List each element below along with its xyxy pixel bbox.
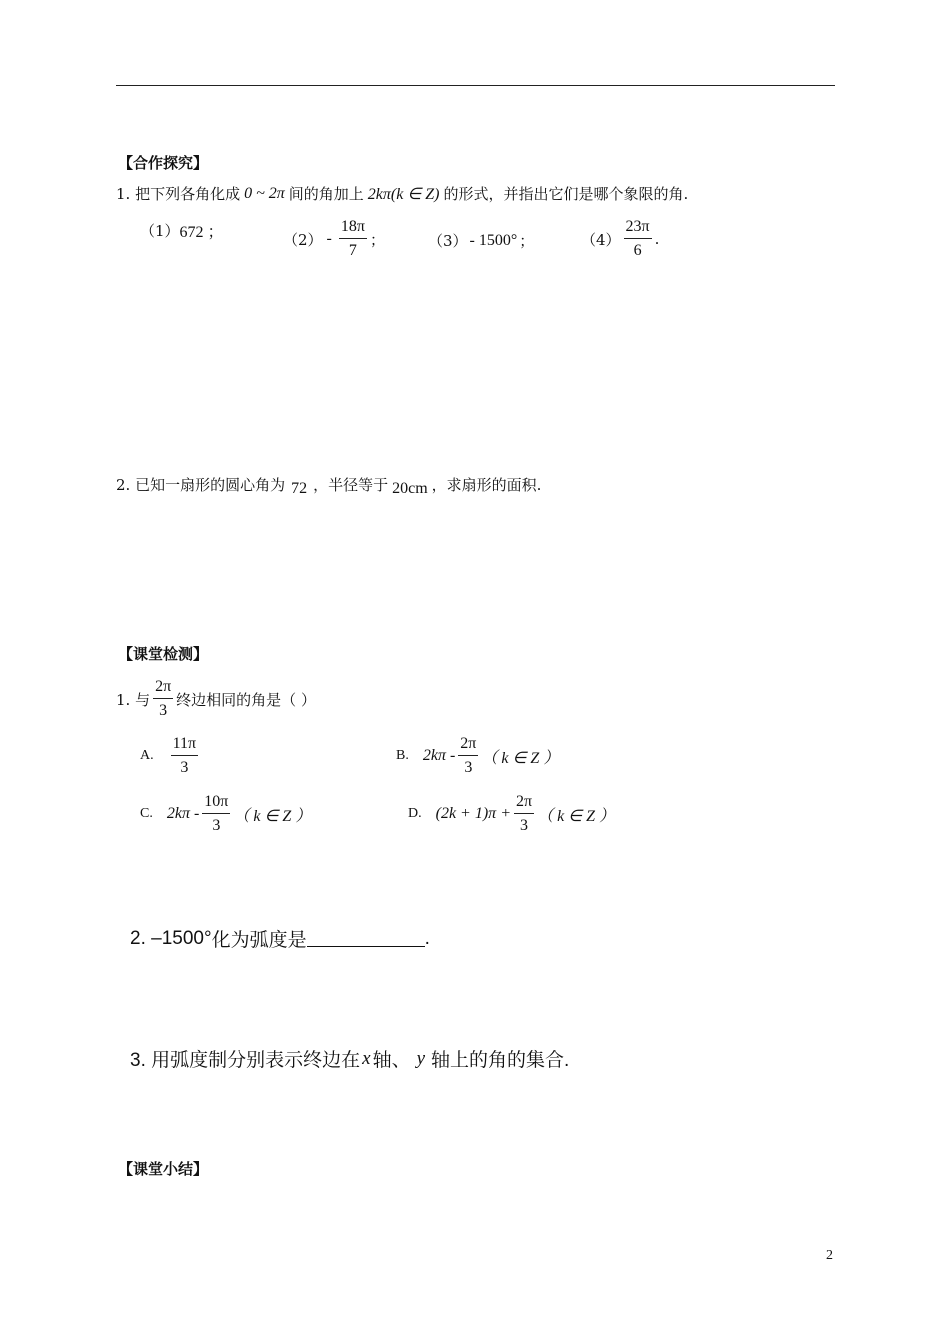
section-title-class-check: 【课堂检测】: [118, 645, 209, 663]
question-1-prompt: [116, 183, 688, 204]
q1-item-3: [428, 230, 534, 251]
section-title-cooperative-inquiry: 【合作探究】: [118, 154, 209, 172]
q1-item-3-end: ；: [519, 232, 535, 250]
header-rule: [116, 85, 835, 86]
q1-tail: 的形式，并指出它们是哪个象限的角.: [443, 185, 689, 203]
check-q2-end: .: [424, 927, 430, 949]
q2-radius: 20cm: [392, 479, 428, 497]
option-c: [140, 792, 311, 836]
option-b-denominator: 3: [464, 759, 473, 776]
check-question-3: [130, 1045, 569, 1072]
option-d-suffix: （ k ∈ Z ）: [537, 807, 616, 825]
q1-item-4: [581, 217, 659, 261]
check-q3-mid: 轴、: [372, 1050, 411, 1071]
answer-blank: [307, 930, 425, 947]
option-d: [408, 792, 615, 836]
q1-range: 0 ~ 2π: [244, 184, 285, 202]
option-b-prefix: 2kπ -: [422, 747, 456, 764]
check-q2-lead: 2. –1500°: [130, 927, 212, 949]
check-question-2: [130, 925, 430, 952]
q1-item-1-label: （1）: [140, 222, 180, 240]
option-b-fraction: [458, 734, 478, 778]
option-d-fraction: [514, 792, 534, 836]
option-a-label: A.: [140, 748, 154, 763]
option-d-prefix: (2k + 1)π +: [435, 805, 511, 822]
check-q3-tail: 轴上的角的集合.: [431, 1050, 570, 1071]
option-c-prefix: 2kπ -: [166, 805, 200, 822]
q1-item-1-value: 672 ；: [179, 224, 224, 241]
check-q1-tail: 终边相同的角是（ ）: [176, 690, 316, 709]
option-b-suffix: （ k ∈ Z ）: [481, 749, 560, 767]
q1-item-4-end: .: [654, 230, 660, 248]
option-c-denominator: 3: [212, 817, 221, 834]
q1-item-2-label: （2）: [283, 230, 323, 249]
option-d-label: D.: [408, 806, 422, 821]
q1-item-2-numerator: 18π: [339, 217, 367, 239]
option-b-numerator: 2π: [458, 734, 478, 756]
option-c-suffix: （ k ∈ Z ）: [233, 807, 312, 825]
check-q1-lead: 1. 与: [116, 690, 151, 709]
check-q2-tail: 化为弧度是: [211, 930, 307, 951]
option-d-denominator: 3: [520, 817, 529, 834]
q1-item-4-label: （4）: [581, 230, 621, 249]
option-c-fraction: [202, 792, 230, 836]
q1-item-4-fraction: [624, 217, 652, 261]
check-q1-numerator: 2π: [153, 677, 173, 699]
page-number: 2: [826, 1248, 833, 1263]
check-question-1-prompt: [116, 677, 316, 721]
option-a-denominator: 3: [180, 759, 189, 776]
section-title-class-summary: 【课堂小结】: [118, 1160, 209, 1178]
option-d-numerator: 2π: [514, 792, 534, 814]
option-c-label: C.: [140, 806, 153, 821]
option-a: [140, 734, 201, 778]
option-a-fraction: [171, 734, 198, 778]
check-q3-x: x: [362, 1047, 371, 1069]
q1-item-1: [140, 219, 224, 242]
q1-item-4-numerator: 23π: [624, 217, 652, 239]
option-c-numerator: 10π: [202, 792, 230, 814]
q2-angle: 72: [291, 479, 308, 497]
option-a-numerator: 11π: [171, 734, 198, 756]
q1-item-2-denominator: 7: [348, 242, 357, 259]
q1-item-2-end: ；: [369, 230, 385, 249]
q1-lead: 1. 把下列各角化成: [116, 185, 241, 203]
q2-mid: ，半径等于: [313, 476, 389, 494]
check-q1-denominator: 3: [159, 702, 168, 719]
check-q3-y: y: [416, 1047, 426, 1069]
q1-item-3-value: - 1500°: [469, 231, 518, 249]
option-b-label: B.: [396, 748, 409, 763]
q1-item-4-denominator: 6: [633, 242, 642, 259]
q2-tail: ，求扇形的面积.: [431, 476, 542, 494]
q2-lead: 2. 已知一扇形的圆心角为: [116, 476, 286, 494]
check-q1-fraction: [153, 677, 173, 721]
q1-mid: 间的角加上: [288, 185, 364, 203]
q1-item-2-sign: -: [326, 230, 332, 247]
question-2-prompt: [116, 474, 541, 495]
q1-item-2: [283, 217, 385, 261]
q1-form: 2kπ(k ∈ Z): [367, 185, 440, 203]
check-q3-lead: 3. 用弧度制分别表示终边在: [130, 1050, 361, 1071]
q1-item-2-fraction: [339, 217, 367, 261]
option-b: [396, 734, 559, 778]
q1-item-3-label: （3）: [428, 232, 468, 250]
